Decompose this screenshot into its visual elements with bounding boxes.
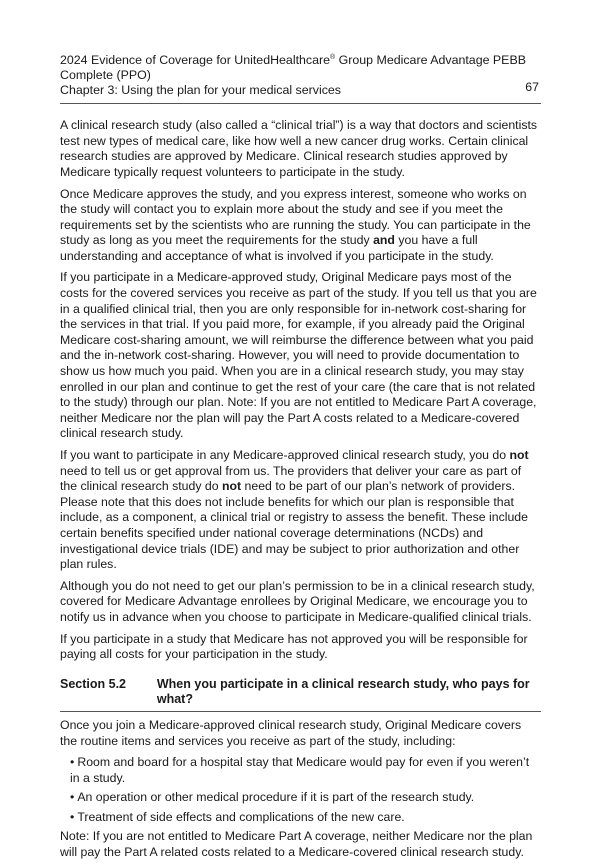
body-text — [60, 118, 541, 861]
paragraph: If you participate in a Medicare-approved study, Original Medicare pays most of the costs for the covered services you receive as part of the study. If you tell us that you are in a qualified clinical trial, then you are only responsible for in-network cost-sharing for the services in that trial. If you paid more, for example, if you already paid the Original Medicare cost-sharing amount, we will reimburse the difference between what you paid and the in-network cost-sharing. However, you will need to provide documentation to show us how much you paid. When you are in a clinical research study, you may stay enrolled in our plan and continue to get the rest of your care (the care that is not related to the study) through our plan. Note: If you are not entitled to Medicare Part A coverage, neither Medicare nor the plan will pay the Part A costs related to a Medicare-covered clinical research study. — [60, 270, 537, 441]
list-item: • An operation or other medical procedure if it is part of the research study. — [70, 790, 541, 806]
section-note: Note: If you are not entitled to Medicare Part A coverage, neither Medicare nor the plan will pay the Part A related costs related to a Medicare-covered clinical research study. — [60, 829, 533, 860]
paragraph: If you want to participate in any Medicare-approved clinical research study, you do not need to tell us or get approval from us. The providers that deliver your care as part of the clinical research study do not need to be part of our plan’s network of providers. Please note that this does not include benefits for which our plan is responsible that include, as a component, a clinical trial or registry to assess the benefit. These include certain benefits specified under national coverage determinations (NCDs) and investigational device trials (IDE) and may be subject to prior authorization and other plan rules. — [60, 448, 529, 572]
bullet-list — [60, 755, 541, 825]
page-number: 67 — [525, 80, 539, 95]
chapter-title: Chapter 3: Using the plan for your medical services — [60, 83, 341, 98]
paragraph: Although you do not need to get our plan’s permission to be in a clinical research study, covered for Medicare Advantage enrollees by Original Medicare, we encourage you to notify us in advance when you choose to participate in Medicare-qualified clinical trials. — [60, 578, 535, 624]
paragraph: A clinical research study (also called a “clinical trial”) is a way that doctors and scientists test new types of medical care, like how well a new cancer drug works. Certain clinical research studies are approved by Medicare. Clinical research studies approved by Medicare typically request volunteers to participate in the study. — [60, 118, 538, 179]
section-heading — [60, 677, 541, 712]
paragraph: If you participate in a study that Medicare has not approved you will be responsible for paying all costs for your participation in the study. — [60, 631, 528, 662]
page-header — [60, 50, 541, 104]
document-title: 2024 Evidence of Coverage for UnitedHealthcare® Group Medicare Advantage PEBB Complete (PPO) — [60, 53, 526, 83]
document-page — [60, 50, 541, 867]
section-intro: Once you join a Medicare-approved clinical research study, Original Medicare covers the routine items and services you receive as part of the study, including: — [60, 717, 522, 748]
list-item: • Treatment of side effects and complications of the new care. — [70, 810, 541, 826]
section-number: Section 5.2 — [60, 676, 126, 691]
paragraph: Once Medicare approves the study, and you express interest, someone who works on the study will contact you to explain more about the study and see if you meet the requirements set by the scientists who are running the study. You can participate in the study as long as you meet the requirements for the study and you have a full understanding and acceptance of what is involved if you participate in the study. — [60, 186, 531, 263]
list-item: • Room and board for a hospital stay that Medicare would pay for even if you weren’t in a study. — [70, 755, 541, 786]
section-title: When you participate in a clinical research study, who pays for what? — [156, 676, 530, 707]
